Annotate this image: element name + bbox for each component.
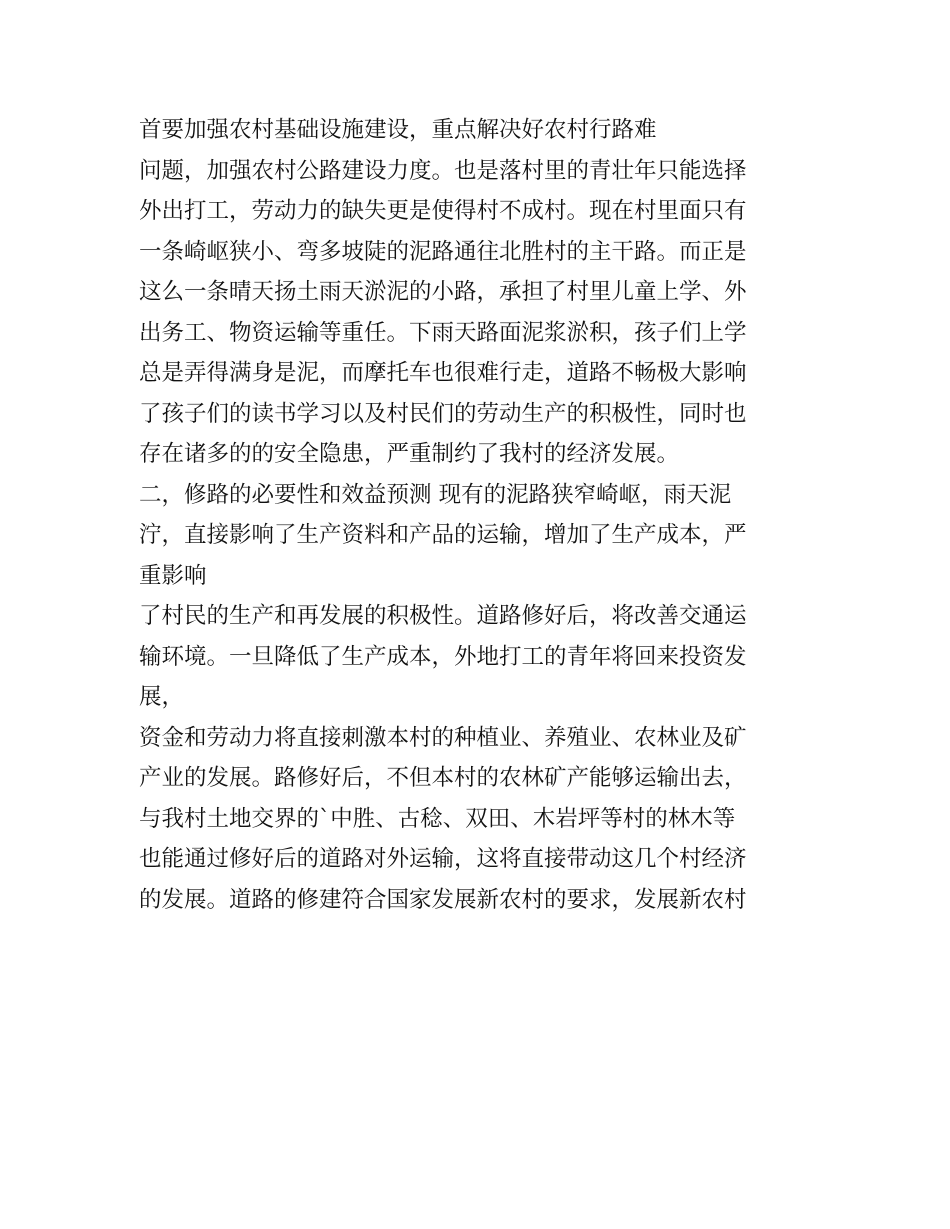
text-line: 资金和劳动力将直接刺激本村的种植业、养殖业、农林业及矿 bbox=[139, 724, 747, 751]
text-line: 输环境。一旦降低了生产成本，外地打工的青年将回来投资发 bbox=[139, 643, 747, 670]
text-line: 泞，直接影响了生产资料和产品的运输，增加了生产成本，严 bbox=[139, 522, 747, 548]
text-line: 存在诸多的的安全隐患，严重制约了我村的经济发展。 bbox=[139, 441, 680, 467]
text-line: 外出打工，劳动力的缺失更是使得村不成村。现在村里面只有 bbox=[139, 198, 747, 224]
text-line: 重影响 bbox=[139, 562, 207, 589]
text-line: 这么一条晴天扬土雨天淤泥的小路，承担了村里儿童上学、外 bbox=[139, 279, 747, 305]
text-line: 也能通过修好后的道路对外运输，这将直接带动这几个村经济 bbox=[139, 846, 747, 872]
text-line: 出务工、物资运输等重任。下雨天路面泥浆淤积，孩子们上学 bbox=[139, 319, 747, 346]
text-line: 了村民的生产和再发展的积极性。道路修好后，将改善交通运 bbox=[139, 603, 747, 629]
text-line: 首要加强农村基础设施建设，重点解决好农村行路难 bbox=[139, 117, 657, 143]
section-heading-line: 二，修路的必要性和效益预测 现有的泥路狭窄崎岖，雨天泥 bbox=[139, 481, 732, 508]
text-line: 了孩子们的读书学习以及村民们的劳动生产的积极性，同时也 bbox=[139, 400, 747, 427]
text-line: 的发展。道路的修建符合国家发展新农村的要求，发展新农村 bbox=[139, 886, 747, 913]
text-line: 一条崎岖狭小、弯多坡陡的泥路通往北胜村的主干路。而正是 bbox=[139, 238, 747, 265]
text-line: 产业的发展。路修好后，不但本村的农林矿产能够运输出去， bbox=[139, 765, 747, 791]
text-line: 问题，加强农村公路建设力度。也是落村里的青壮年只能选择 bbox=[139, 157, 747, 184]
text-line: 总是弄得满身是泥，而摩托车也很难行走，道路不畅极大影响 bbox=[139, 360, 747, 386]
text-line: 展， bbox=[139, 684, 185, 710]
body-text bbox=[139, 110, 829, 920]
text-line: 与我村土地交界的`中胜、古稔、双田、木岩坪等村的林木等 bbox=[139, 805, 736, 832]
